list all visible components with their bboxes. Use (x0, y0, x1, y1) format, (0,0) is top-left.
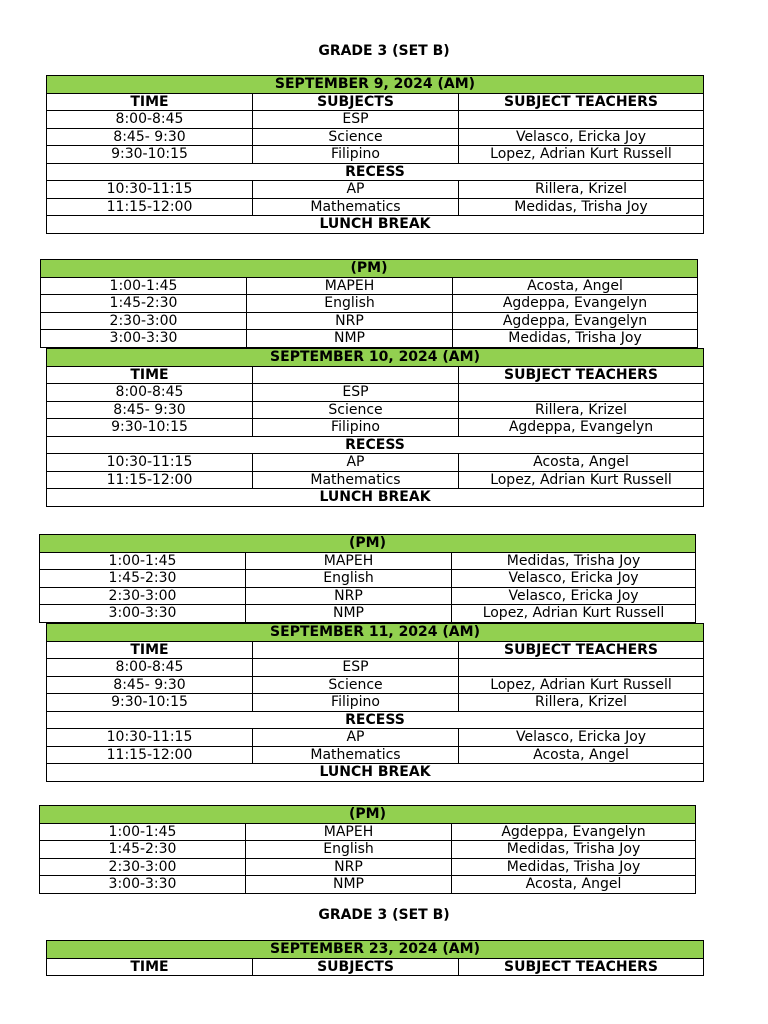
subject-cell: NMP (247, 330, 453, 348)
teacher-cell: Medidas, Trisha Joy (459, 198, 704, 216)
teachers-header: SUBJECT TEACHERS (459, 641, 704, 659)
subject-cell: AP (253, 454, 459, 472)
subject-cell: ESP (253, 111, 459, 129)
time-cell: 11:15-12:00 (47, 746, 253, 764)
teacher-cell: Lopez, Adrian Kurt Russell (452, 605, 696, 623)
time-cell: 11:15-12:00 (47, 471, 253, 489)
time-cell: 1:45-2:30 (40, 841, 246, 859)
time-cell: 1:45-2:30 (40, 570, 246, 588)
teacher-cell: Lopez, Adrian Kurt Russell (459, 676, 704, 694)
subject-cell: NMP (246, 876, 452, 894)
date-heading: SEPTEMBER 11, 2024 (AM) (47, 624, 704, 642)
table-row (47, 111, 704, 129)
teachers-header: SUBJECT TEACHERS (459, 958, 704, 976)
time-cell: 1:00-1:45 (40, 823, 246, 841)
lunch-break-row: LUNCH BREAK (47, 489, 704, 507)
teacher-cell (459, 111, 704, 129)
time-cell: 2:30-3:00 (41, 312, 247, 330)
subject-cell: ESP (253, 384, 459, 402)
table-row (40, 605, 696, 623)
time-cell: 9:30-10:15 (47, 146, 253, 164)
subject-cell: English (247, 295, 453, 313)
teacher-cell: Medidas, Trisha Joy (452, 858, 696, 876)
page-title: GRADE 3 (SET B) (318, 907, 450, 923)
table-row (47, 746, 704, 764)
subject-cell: AP (253, 181, 459, 199)
table-row (47, 181, 704, 199)
subject-cell: NRP (246, 858, 452, 876)
recess-row: RECESS (47, 436, 704, 454)
table-row (41, 295, 698, 313)
subject-cell: MAPEH (246, 823, 452, 841)
teacher-cell: Lopez, Adrian Kurt Russell (459, 146, 704, 164)
subject-cell: Filipino (253, 146, 459, 164)
date-heading: SEPTEMBER 23, 2024 (AM) (47, 941, 704, 959)
time-cell: 8:00-8:45 (47, 384, 253, 402)
table-row (40, 858, 696, 876)
time-cell: 1:45-2:30 (41, 295, 247, 313)
table-row (41, 312, 698, 330)
teacher-cell: Agdeppa, Evangelyn (459, 419, 704, 437)
schedule-table-sep11-pm (39, 805, 696, 894)
teacher-cell: Acosta, Angel (452, 876, 696, 894)
time-cell: 11:15-12:00 (47, 198, 253, 216)
table-row (40, 876, 696, 894)
subject-cell: AP (253, 729, 459, 747)
date-heading: SEPTEMBER 10, 2024 (AM) (47, 349, 704, 367)
subject-cell: NMP (246, 605, 452, 623)
teacher-cell: Velasco, Ericka Joy (459, 729, 704, 747)
time-cell: 2:30-3:00 (40, 587, 246, 605)
subject-cell: Mathematics (253, 198, 459, 216)
subject-cell: Mathematics (253, 746, 459, 764)
teacher-cell: Velasco, Ericka Joy (459, 128, 704, 146)
teachers-header: SUBJECT TEACHERS (459, 93, 704, 111)
table-row (47, 471, 704, 489)
subjects-header (253, 641, 459, 659)
table-row (47, 419, 704, 437)
table-row (41, 330, 698, 348)
schedule-table-sep11-am (46, 623, 704, 782)
time-cell: 3:00-3:30 (40, 605, 246, 623)
table-row (47, 659, 704, 677)
time-cell: 1:00-1:45 (40, 552, 246, 570)
table-row (47, 401, 704, 419)
time-header: TIME (47, 366, 253, 384)
time-cell: 3:00-3:30 (40, 876, 246, 894)
table-row (47, 146, 704, 164)
time-cell: 3:00-3:30 (41, 330, 247, 348)
time-cell: 8:45- 9:30 (47, 128, 253, 146)
schedule-table-sep9-am (46, 75, 704, 234)
subject-cell: Science (253, 401, 459, 419)
schedule-table-sep9-pm (40, 259, 698, 348)
subject-cell: Filipino (253, 694, 459, 712)
teacher-cell: Agdeppa, Evangelyn (452, 823, 696, 841)
teacher-cell: Acosta, Angel (459, 746, 704, 764)
table-row (47, 384, 704, 402)
table-row (47, 198, 704, 216)
table-row (47, 454, 704, 472)
table-row (47, 128, 704, 146)
teacher-cell (459, 659, 704, 677)
date-heading: SEPTEMBER 9, 2024 (AM) (47, 76, 704, 94)
time-cell: 10:30-11:15 (47, 454, 253, 472)
time-header: TIME (47, 641, 253, 659)
time-header: TIME (47, 93, 253, 111)
pm-heading: (PM) (41, 260, 698, 278)
subjects-header (253, 366, 459, 384)
teacher-cell: Lopez, Adrian Kurt Russell (459, 471, 704, 489)
subject-cell: Science (253, 676, 459, 694)
teacher-cell: Agdeppa, Evangelyn (453, 295, 698, 313)
time-cell: 10:30-11:15 (47, 729, 253, 747)
time-cell: 8:45- 9:30 (47, 401, 253, 419)
subject-cell: English (246, 841, 452, 859)
subject-cell: Filipino (253, 419, 459, 437)
table-row (40, 552, 696, 570)
subject-cell: NRP (246, 587, 452, 605)
teacher-cell: Rillera, Krizel (459, 401, 704, 419)
time-cell: 9:30-10:15 (47, 694, 253, 712)
schedule-table-sep10-am (46, 348, 704, 507)
page-title: GRADE 3 (SET B) (318, 43, 450, 59)
subject-cell: NRP (247, 312, 453, 330)
recess-row: RECESS (47, 163, 704, 181)
pm-heading: (PM) (40, 806, 696, 824)
teacher-cell: Acosta, Angel (453, 277, 698, 295)
table-row (40, 823, 696, 841)
table-row (41, 277, 698, 295)
time-cell: 8:00-8:45 (47, 659, 253, 677)
teachers-header: SUBJECT TEACHERS (459, 366, 704, 384)
subjects-header: SUBJECTS (253, 93, 459, 111)
teacher-cell: Medidas, Trisha Joy (452, 552, 696, 570)
time-cell: 1:00-1:45 (41, 277, 247, 295)
time-cell: 8:00-8:45 (47, 111, 253, 129)
time-header: TIME (47, 958, 253, 976)
table-row (47, 676, 704, 694)
subject-cell: English (246, 570, 452, 588)
time-cell: 10:30-11:15 (47, 181, 253, 199)
time-cell: 8:45- 9:30 (47, 676, 253, 694)
time-cell: 2:30-3:00 (40, 858, 246, 876)
subject-cell: Mathematics (253, 471, 459, 489)
schedule-table-sep23-am (46, 940, 704, 976)
subject-cell: Science (253, 128, 459, 146)
subject-cell: ESP (253, 659, 459, 677)
table-row (40, 570, 696, 588)
lunch-break-row: LUNCH BREAK (47, 216, 704, 234)
subject-cell: MAPEH (247, 277, 453, 295)
table-row (47, 694, 704, 712)
teacher-cell (459, 384, 704, 402)
teacher-cell: Velasco, Ericka Joy (452, 570, 696, 588)
teacher-cell: Medidas, Trisha Joy (452, 841, 696, 859)
table-row (40, 587, 696, 605)
table-row (47, 729, 704, 747)
lunch-break-row: LUNCH BREAK (47, 764, 704, 782)
time-cell: 9:30-10:15 (47, 419, 253, 437)
teacher-cell: Rillera, Krizel (459, 694, 704, 712)
teacher-cell: Medidas, Trisha Joy (453, 330, 698, 348)
teacher-cell: Rillera, Krizel (459, 181, 704, 199)
subject-cell: MAPEH (246, 552, 452, 570)
pm-heading: (PM) (40, 535, 696, 553)
subjects-header: SUBJECTS (253, 958, 459, 976)
teacher-cell: Velasco, Ericka Joy (452, 587, 696, 605)
teacher-cell: Agdeppa, Evangelyn (453, 312, 698, 330)
schedule-table-sep10-pm (39, 534, 696, 623)
table-row (40, 841, 696, 859)
recess-row: RECESS (47, 711, 704, 729)
teacher-cell: Acosta, Angel (459, 454, 704, 472)
